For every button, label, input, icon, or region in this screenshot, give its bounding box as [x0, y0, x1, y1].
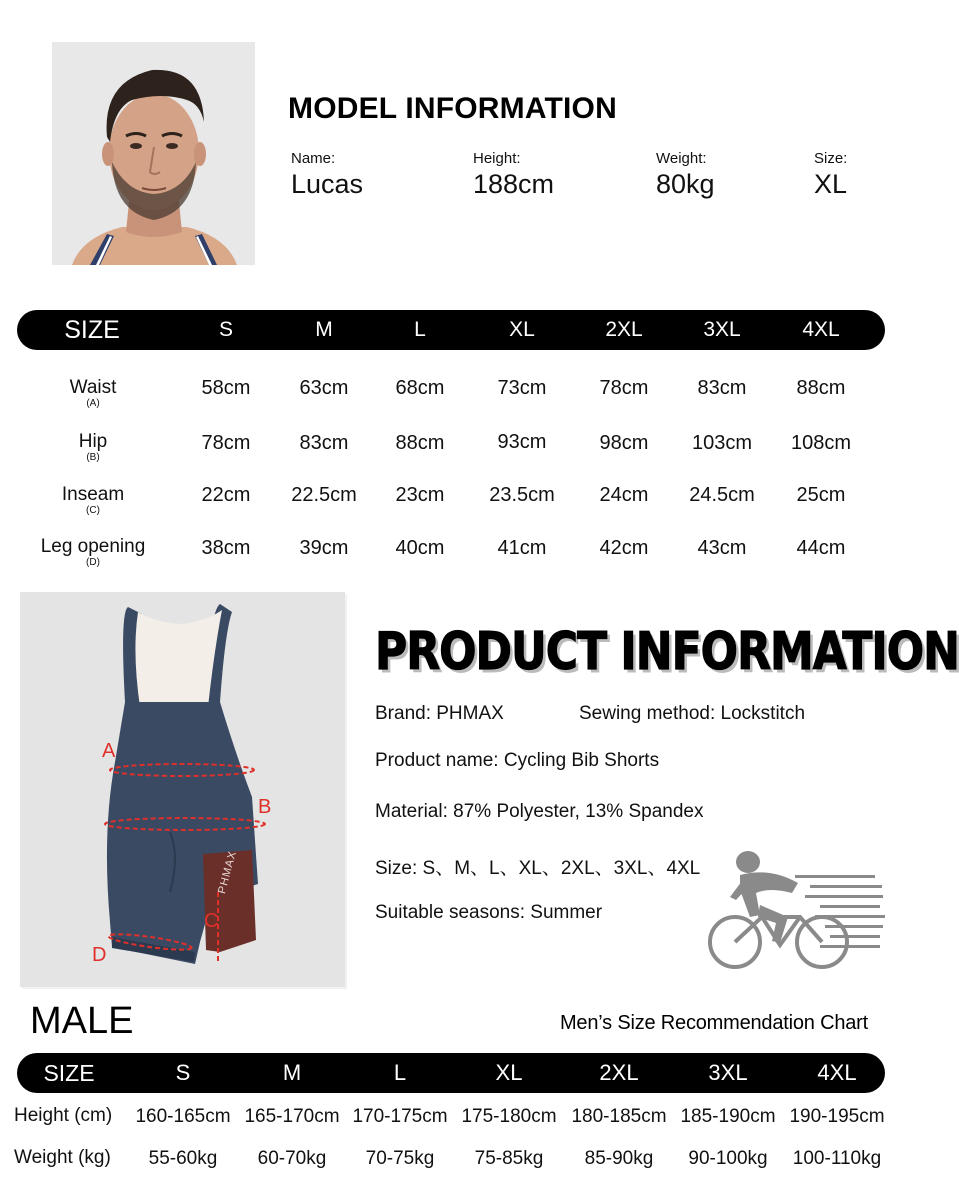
weight-4xl: 100-110kg — [792, 1148, 882, 1169]
leg-opening-label: Leg opening — [40, 536, 146, 557]
model-height-field — [473, 150, 554, 200]
inseam-sub: (C) — [86, 505, 100, 516]
model-portrait-image — [52, 42, 255, 265]
height-2xl: 180-185cm — [571, 1106, 667, 1127]
waist-row-label — [18, 378, 168, 410]
leg-opening-xl: 41cm — [497, 537, 547, 559]
model-name-field — [291, 150, 363, 200]
waist-label: Waist — [69, 377, 117, 398]
size-header-l: L — [414, 318, 426, 341]
height-value: 188cm — [473, 169, 555, 199]
inseam-4xl: 25cm — [796, 484, 846, 506]
leg-opening-m: 39cm — [299, 537, 349, 559]
waist-3xl: 83cm — [697, 377, 747, 399]
height-s: 160-165cm — [135, 1106, 231, 1127]
male-size-4xl: 4XL — [817, 1060, 857, 1085]
hip-2xl: 98cm — [599, 432, 649, 454]
size-header-2xl: 2XL — [605, 318, 643, 341]
size-header-4xl: 4XL — [802, 318, 840, 341]
waist-m: 63cm — [299, 377, 349, 399]
height-l: 170-175cm — [352, 1106, 448, 1127]
male-size-l: L — [393, 1060, 407, 1085]
waist-s: 58cm — [201, 377, 251, 399]
height-m: 165-170cm — [244, 1106, 340, 1127]
product-name: Product name: Cycling Bib Shorts — [375, 750, 660, 771]
height-row-label: Height (cm) — [14, 1105, 113, 1126]
weight-value: 80kg — [656, 169, 715, 199]
hip-s: 78cm — [201, 432, 251, 454]
model-size-field — [814, 150, 847, 200]
inseam-m: 22.5cm — [291, 484, 357, 506]
size-header-label: SIZE — [64, 315, 120, 344]
model-weight-field — [656, 150, 715, 200]
marker-d: D — [92, 944, 107, 966]
inseam-s: 22cm — [201, 484, 251, 506]
male-chart-header — [17, 1053, 885, 1093]
product-information-title: PRODUCT INFORMATION — [375, 622, 959, 683]
height-3xl: 185-190cm — [680, 1106, 776, 1127]
brand-print: PHMAX — [216, 849, 240, 896]
size-header-s: S — [218, 318, 233, 341]
male-size-xl: XL — [495, 1060, 523, 1085]
product-sewing-method: Sewing method: Lockstitch — [579, 703, 806, 724]
hip-4xl: 108cm — [790, 432, 852, 454]
size-table-header — [17, 310, 885, 350]
size-label: Size: — [814, 150, 848, 167]
product-material: Material: 87% Polyester, 13% Spandex — [375, 801, 704, 822]
cyclist-icon — [700, 845, 890, 975]
weight-3xl: 90-100kg — [688, 1148, 768, 1169]
product-brand: Brand: PHMAX — [375, 703, 504, 724]
cyclist-graphic — [700, 845, 890, 975]
size-value: XL — [814, 169, 848, 199]
leg-opening-3xl: 43cm — [697, 537, 747, 559]
leg-opening-4xl: 44cm — [796, 537, 846, 559]
male-size-2xl: 2XL — [599, 1060, 639, 1085]
bib-shorts-illustration — [20, 592, 345, 987]
inseam-2xl: 24cm — [599, 484, 649, 506]
model-information-title: MODEL INFORMATION — [288, 92, 617, 125]
leg-opening-row-label — [18, 537, 168, 569]
weight-row-label: Weight (kg) — [14, 1147, 111, 1168]
height-4xl: 190-195cm — [789, 1106, 885, 1127]
waist-sub: (A) — [86, 398, 100, 409]
weight-2xl: 85-90kg — [584, 1148, 654, 1169]
name-label: Name: — [291, 150, 336, 167]
product-sizes: Size: S、M、L、XL、2XL、3XL、4XL — [375, 858, 701, 879]
name-value: Lucas — [291, 169, 364, 199]
hip-row-label — [18, 432, 168, 464]
inseam-row-label — [18, 485, 168, 517]
bib-shorts-image — [20, 592, 345, 987]
size-header-3xl: 3XL — [703, 318, 741, 341]
leg-opening-s: 38cm — [201, 537, 251, 559]
hip-l: 88cm — [395, 432, 445, 454]
inseam-label: Inseam — [61, 484, 125, 505]
model-photo — [52, 42, 255, 265]
product-seasons: Suitable seasons: Summer — [375, 902, 603, 923]
waist-4xl: 88cm — [796, 377, 846, 399]
leg-opening-sub: (D) — [86, 557, 100, 568]
weight-xl: 75-85kg — [474, 1148, 544, 1169]
inseam-l: 23cm — [395, 484, 445, 506]
inseam-xl: 23.5cm — [489, 484, 555, 506]
weight-label: Weight: — [656, 150, 707, 167]
waist-l: 68cm — [395, 377, 445, 399]
hip-xl: 93cm — [497, 431, 547, 453]
leg-opening-2xl: 42cm — [599, 537, 649, 559]
waist-2xl: 78cm — [599, 377, 649, 399]
recommendation-chart-title: Men’s Size Recommendation Chart — [559, 1012, 868, 1034]
male-size-3xl: 3XL — [708, 1060, 748, 1085]
hip-sub: (B) — [86, 452, 100, 463]
male-size-s: S — [175, 1060, 191, 1085]
height-xl: 175-180cm — [461, 1106, 557, 1127]
inseam-3xl: 24.5cm — [689, 484, 755, 506]
weight-l: 70-75kg — [365, 1148, 435, 1169]
size-header-xl: XL — [509, 318, 535, 341]
hip-3xl: 103cm — [691, 432, 753, 454]
male-size-m: M — [282, 1060, 302, 1085]
size-header-m: M — [315, 318, 333, 341]
marker-c: C — [204, 910, 219, 932]
weight-m: 60-70kg — [257, 1148, 327, 1169]
weight-s: 55-60kg — [148, 1148, 218, 1169]
hip-label: Hip — [78, 431, 108, 452]
male-size-header-label: SIZE — [43, 1059, 95, 1086]
height-label: Height: — [473, 150, 521, 167]
male-title: MALE — [30, 1000, 134, 1042]
leg-opening-l: 40cm — [395, 537, 445, 559]
marker-a: A — [102, 740, 116, 762]
waist-xl: 73cm — [497, 377, 547, 399]
marker-b: B — [258, 796, 272, 818]
hip-m: 83cm — [299, 432, 349, 454]
